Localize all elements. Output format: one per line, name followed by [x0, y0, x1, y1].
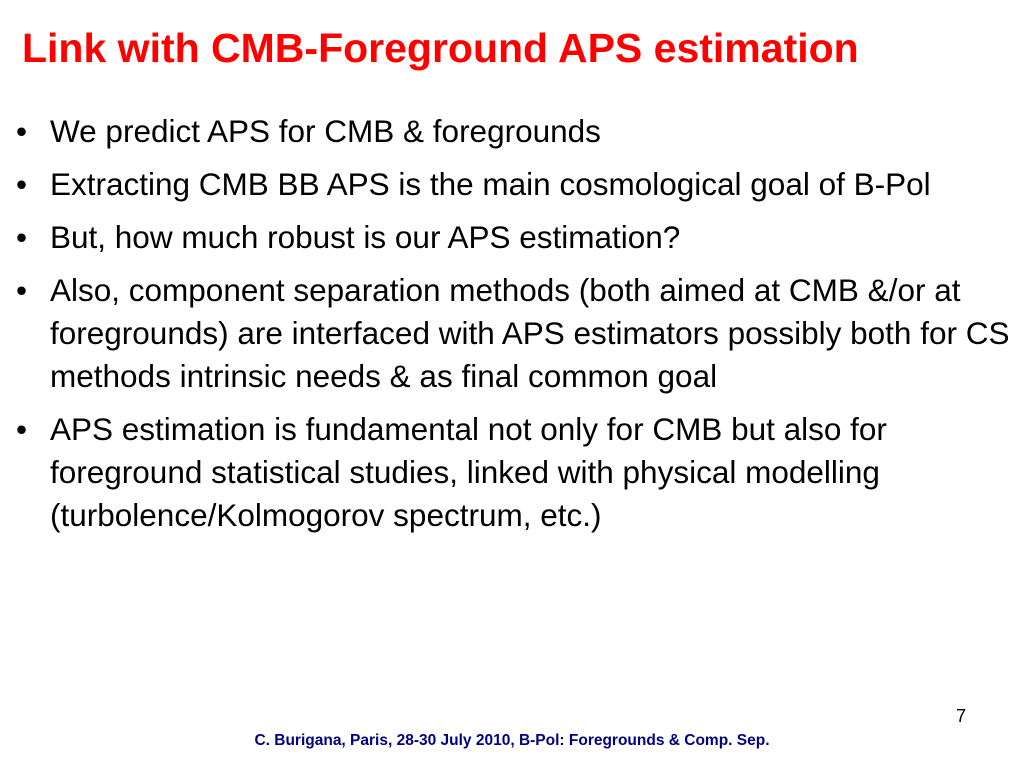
- slide-footer: C. Burigana, Paris, 28-30 July 2010, B-Pol: Foregrounds & Comp. Sep.: [254, 732, 770, 749]
- bullet-dot-icon: •: [16, 219, 28, 255]
- bullet-text: Also, component separation methods (both aimed at CMB &/or at foregrounds) are interfaced with APS estimators possibly both for CS methods intrinsic needs & as final common goal: [50, 272, 1010, 394]
- bullet-text: APS estimation is fundamental not only for CMB but also for foreground statistical studies, linked with physical modelling (turbolence/Kolmogorov spectrum, etc.): [50, 411, 887, 533]
- slide-title: Link with CMB-Foreground APS estimation: [22, 25, 859, 71]
- bullet-item-robustness-question: [16, 216, 1018, 259]
- bullet-list: [16, 110, 1018, 537]
- bullet-dot-icon: •: [16, 166, 28, 202]
- bullet-dot-icon: •: [16, 411, 28, 447]
- bullet-item-cmb-bb-goal: [16, 163, 1018, 206]
- bullet-dot-icon: •: [16, 113, 28, 149]
- bullet-text: We predict APS for CMB & foregrounds: [50, 113, 601, 149]
- bullet-item-component-separation: [16, 269, 1018, 398]
- bullet-item-predict-aps: [16, 110, 1018, 153]
- bullet-text: But, how much robust is our APS estimation?: [50, 219, 681, 255]
- page-number: 7: [955, 706, 966, 726]
- bullet-text: Extracting CMB BB APS is the main cosmological goal of B-Pol: [50, 166, 931, 202]
- bullet-dot-icon: •: [16, 272, 28, 308]
- bullet-item-aps-fundamental: [16, 408, 1018, 537]
